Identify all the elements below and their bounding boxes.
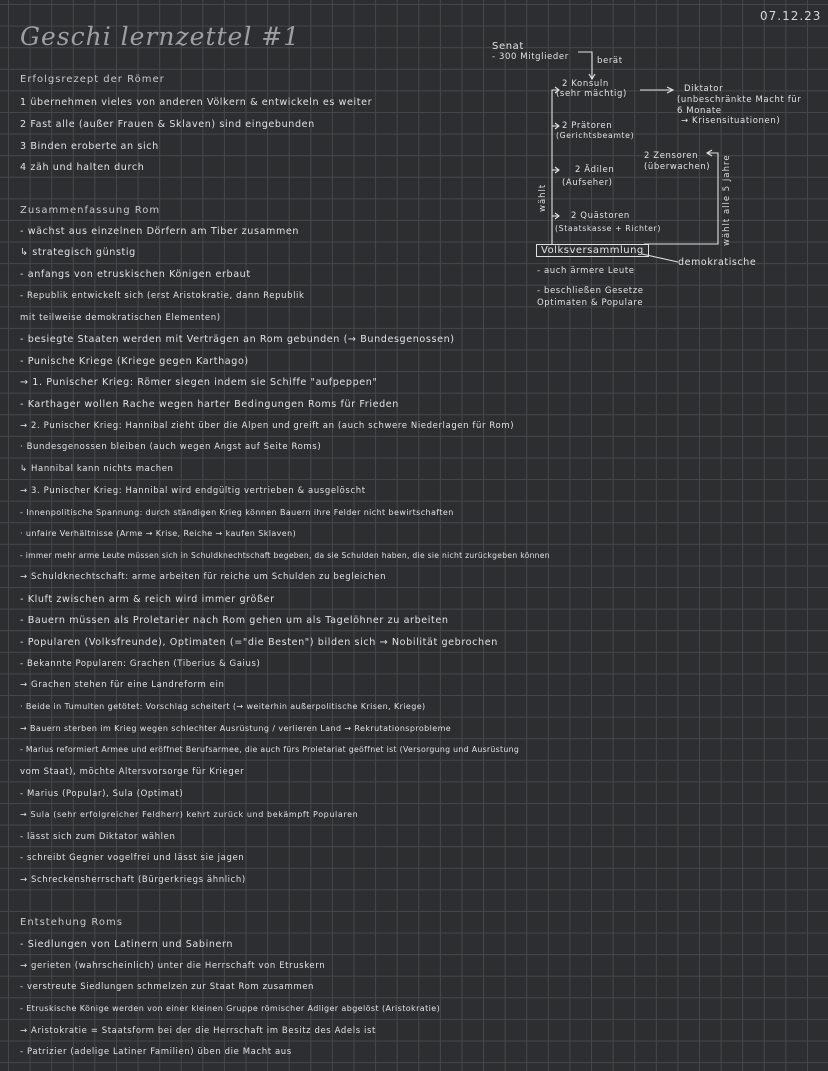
diagram-diktator-sub: (unbeschränkte Macht für — [677, 95, 802, 105]
diagram-diktator-sub: → Krisensituationen) — [681, 116, 781, 126]
note-line: - Bekannte Popularen: Grachen (Tiberius & Gaius) — [20, 659, 261, 669]
note-line: ↳ Hannibal kann nichts machen — [20, 464, 174, 474]
note-line: 2 Fast alle (außer Frauen & Sklaven) sind eingebunden — [20, 119, 315, 130]
note-line: → 2. Punischer Krieg: Hannibal zieht über die Alpen und greift an (auch schwere Niederlagen für Rom) — [20, 421, 515, 431]
note-line: - verstreute Siedlungen schmelzen zur Staat Rom zusammen — [20, 982, 315, 992]
note-line: 3 Binden eroberte an sich — [20, 141, 159, 152]
date-label: 07.12.23 — [760, 9, 822, 23]
note-line: - Karthager wollen Rache wegen harter Bedingungen Roms für Frieden — [20, 399, 399, 410]
section-heading-erfolgsrezept: Erfolgsrezept der Römer — [20, 74, 165, 85]
note-line: 1 übernehmen vieles von anderen Völkern & entwickeln es weiter — [20, 97, 373, 108]
note-line: - Bauern müssen als Proletarier nach Rom gehen um als Tagelöhner zu arbeiten — [20, 615, 449, 626]
diagram-zensoren-sub: (überwachen) — [644, 162, 711, 172]
section-heading-zusammenfassung: Zusammenfassung Rom — [20, 205, 161, 216]
note-line: - wächst aus einzelnen Dörfern am Tiber zusammen — [20, 226, 300, 237]
note-line: - immer mehr arme Leute müssen sich in Schuldknechtschaft begeben, da sie Schulden haben, die sie nicht zurückgeben können — [20, 551, 550, 560]
note-line: mit teilweise demokratischen Elementen) — [20, 313, 221, 323]
note-line: - Republik entwickelt sich (erst Aristokratie, dann Republik — [20, 291, 305, 301]
diagram-vv-line: - beschließen Gesetze — [537, 286, 644, 296]
diagram-volksversammlung: Volksversammlung — [536, 244, 649, 257]
note-line: - Popularen (Volksfreunde), Optimaten (="die Besten") bilden sich → Nobilität gebrochen — [20, 637, 498, 648]
note-line: - Marius reformiert Armee und eröffnet Berufsarmee, die auch fürs Proletariat geöffnet ist (Versorgung und Ausrüstung — [20, 745, 520, 754]
note-line: → Schuldknechtschaft: arme arbeiten für reiche um Schulden zu begleichen — [20, 572, 387, 582]
note-line: ↳ strategisch günstig — [20, 247, 136, 258]
note-line: - Etruskische Könige werden von einer kleinen Gruppe römischer Adliger abgelöst (Aristokratie) — [20, 1004, 441, 1013]
diagram-quaestoren-sub: (Staatskasse + Richter) — [555, 224, 662, 233]
diagram-demokratische: demokratische — [678, 257, 757, 268]
diagram-senat-sub: - 300 Mitglieder — [492, 52, 569, 62]
note-line: → 3. Punischer Krieg: Hannibal wird endgültig vertrieben & ausgelöscht — [20, 486, 366, 496]
note-line: - Punische Kriege (Kriege gegen Karthago) — [20, 356, 249, 367]
note-line: · Beide in Tumulten getötet: Vorschlag scheitert (→ weiterhin außerpolitische Krisen, Kriege) — [20, 702, 426, 711]
diagram-diktator-sub: 6 Monate — [677, 106, 722, 116]
diagram-konsuln-sub: (sehr mächtig) — [556, 89, 627, 99]
note-line: → Schreckensherrschaft (Bürgerkriegs ähnlich) — [20, 875, 246, 885]
note-line: - schreibt Gegner vogelfrei und lässt sie jagen — [20, 853, 245, 863]
note-line: → Bauern sterben im Krieg wegen schlechter Ausrüstung / verlieren Land → Rekrutationsprobleme — [20, 724, 452, 733]
diagram-vv-line: - auch ärmere Leute — [537, 266, 635, 276]
diagram-diktator: Diktator — [684, 84, 724, 94]
note-line: 4 zäh und halten durch — [20, 162, 145, 173]
diagram-berat: berät — [597, 56, 623, 66]
note-line: - Innenpolitische Spannung: durch ständigen Krieg können Bauern ihre Felder nicht bewirtschaften — [20, 508, 454, 517]
note-line: - lässt sich zum Diktator wählen — [20, 832, 176, 842]
diagram-quaestoren: 2 Quästoren — [571, 211, 630, 221]
note-line: - besiegte Staaten werden mit Verträgen an Rom gebunden (→ Bundesgenossen) — [20, 334, 455, 345]
diagram-waehlt: wählt — [538, 183, 548, 212]
note-line: → Sula (sehr erfolgreicher Feldherr) kehrt zurück und bekämpft Popularen — [20, 810, 359, 819]
diagram-praetoren: 2 Prätoren — [562, 121, 613, 131]
diagram-waehlt-jahre: wählt alle 5 Jahre — [722, 154, 732, 246]
note-line: · Bundesgenossen bleiben (auch wegen Angst auf Seite Roms) — [20, 442, 322, 452]
note-line: → Aristokratie = Staatsform bei der die Herrschaft im Besitz des Adels ist — [20, 1026, 376, 1036]
diagram-senat: Senat — [492, 41, 524, 52]
note-line: - Marius (Popular), Sula (Optimat) — [20, 789, 184, 799]
note-line: → gerieten (wahrscheinlich) unter die Herrschaft von Etruskern — [20, 961, 326, 971]
diagram-zensoren: 2 Zensoren — [644, 151, 699, 161]
diagram-praetoren-sub: (Gerichtsbeamte) — [556, 131, 635, 140]
note-line: - Kluft zwischen arm & reich wird immer größer — [20, 594, 275, 605]
note-line: - anfangs von etruskischen Königen erbaut — [20, 269, 251, 280]
diagram-aedilen: 2 Ädilen — [575, 165, 615, 175]
note-line: - Patrizier (adelige Latiner Familien) üben die Macht aus — [20, 1047, 292, 1057]
diagram-konsuln: 2 Konsuln — [562, 79, 609, 89]
note-line: vom Staat), möchte Altersvorsorge für Krieger — [20, 767, 245, 777]
note-line: → 1. Punischer Krieg: Römer siegen indem sie Schiffe "aufpeppen" — [20, 377, 378, 388]
note-line: - Siedlungen von Latinern und Sabinern — [20, 939, 234, 950]
section-heading-entstehung: Entstehung Roms — [20, 917, 123, 928]
diagram-aedilen-sub: (Aufseher) — [562, 178, 613, 188]
note-line: → Grachen stehen für eine Landreform ein — [20, 680, 225, 690]
diagram-vv-line: Optimaten & Populare — [537, 298, 644, 308]
note-line: · unfaire Verhältnisse (Arme → Krise, Reiche → kaufen Sklaven) — [20, 529, 297, 538]
page-title: Geschi lernzettel #1 — [20, 22, 301, 51]
